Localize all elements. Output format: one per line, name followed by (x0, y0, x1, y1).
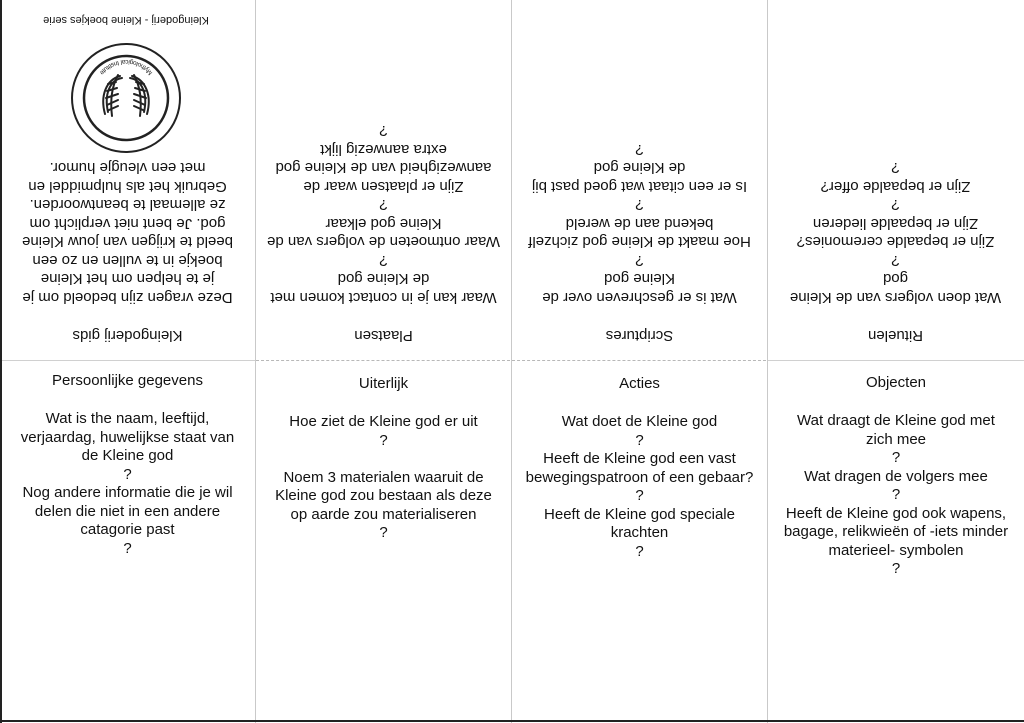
logo-text: Mythological Institute (97, 57, 155, 77)
card-title: Scriptures (605, 327, 674, 344)
card-title: Acties (619, 375, 660, 392)
card-plaatsen (256, 124, 511, 352)
card-acties (512, 375, 767, 561)
card-questions: Wat draagt de Kleine god met zich mee ? Wat dragen de volgers mee ? Heeft de Kleine god ook wapens, bagage, relikwieën of -iets minder materieel- symbolen ? (783, 412, 1009, 577)
fold-line-2 (511, 0, 512, 723)
sheet-bottom-edge (0, 720, 1024, 722)
card-title: Rituelen (867, 327, 924, 344)
card-questions: Wat is er geschreven over de Kleine god ? Hoe maakt de Kleine god zichzelf bekend aan de wereld ? Is er een citaat wat goed past bij de Kleine god ? (528, 141, 751, 306)
card-persoonlijke-gegevens (0, 372, 255, 558)
card-rituelen (768, 124, 1023, 352)
card-questions: Waar kan je in contact komen met de Kleine god ? Waar ontmoeten de volgers van de Kleine god elkaar ? Zijn er plaatsen waar de aanwezigheid van de Kleine god extra aanwezig lijkt ? (267, 122, 500, 306)
card-scriptures (512, 124, 767, 352)
fold-line-horizontal-right (768, 360, 1024, 361)
card-questions: Deze vragen zijn bedoeld om je je te helpen om het Kleine boekje in te vullen en zo een beeld te krijgen van jouw Kleine god. Je bent niet verplicht om ze allemaal te beantwoorden. Gebruik het als hulpmiddel en met een vleugje humor. (22, 159, 233, 306)
card-title: Kleingoderij gids (72, 327, 183, 344)
card-kleingoderij-gids (0, 124, 255, 352)
fold-line-horizontal-left (0, 360, 255, 361)
feather-wings-icon (103, 75, 148, 116)
cut-line-horizontal (256, 360, 766, 361)
card-objecten (768, 374, 1024, 579)
card-questions: Wat is the naam, leeftijd, verjaardag, huwelijkse staat van de Kleine god ? Nog andere informatie die je wil delen die niet in een andere catagorie past ? (20, 410, 235, 557)
card-title: Persoonlijke gegevens (52, 372, 203, 389)
card-title: Objecten (865, 374, 927, 391)
card-questions: Wat doet de Kleine god ? Heeft de Kleine god een vast bewegingspatroon of een gebaar? ? Heeft de Kleine god speciale krachten ? (525, 413, 754, 560)
series-label: Kleingoderij - Kleine boekjes serie (43, 14, 209, 26)
card-questions: Hoe ziet de Kleine god er uit ? Noem 3 materialen waaruit de Kleine god zou bestaan als deze op aarde zou materialiseren ? (275, 413, 492, 541)
fold-line-1 (255, 0, 256, 723)
card-title: Uiterlijk (358, 375, 409, 392)
card-questions: Wat doen volgers van de Kleine god ? Zijn er bepaalde ceremonies? Zijn er bepaalde liederen ? Zijn er bepaalde offer? ? (789, 159, 1002, 306)
fold-line-3 (767, 0, 768, 723)
card-title: Plaatsen (354, 327, 413, 344)
sheet-left-edge (0, 0, 2, 723)
card-uiterlijk (256, 375, 511, 543)
